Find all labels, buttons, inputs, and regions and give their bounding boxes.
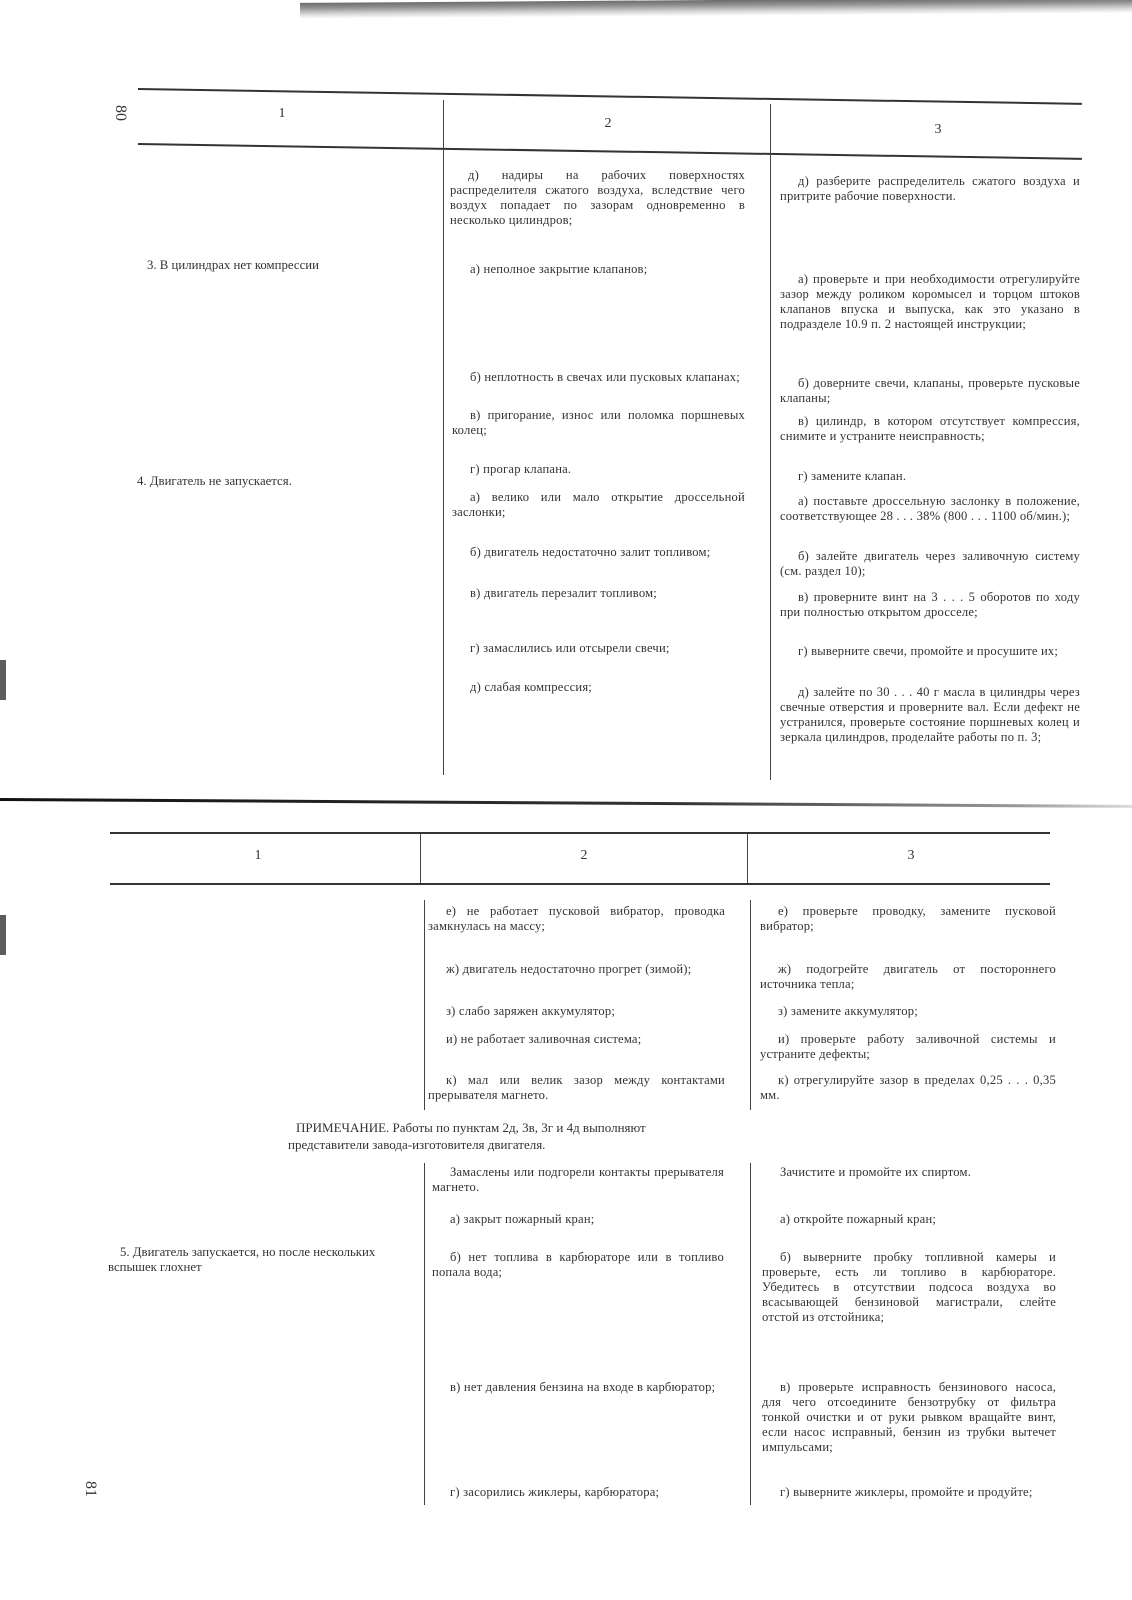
remedy-5b: б) выверните пробку топливной камеры и проверьте, есть ли топливо в карбюраторе. Убедитесь в отсутствии подсоса воздуха во всасывающей бензиновой магистрали, слейте отстой из отстойника; [762, 1250, 1056, 1324]
remedy-3a: а) проверьте и при необходимости отрегулируйте зазор между роликом коромысел и торцом штоков клапанов впуска и выпуска, как это указано в подразделе 10.9 п. 2 настоящей инструкции; [780, 272, 1080, 331]
table-top-rule [110, 832, 1050, 834]
cause-2d: д) надиры на рабочих поверхностях распределителя сжатого воздуха, вследствие чего воздух попадает по зазорам одновременно в несколько цилиндров; [450, 168, 745, 227]
remedy-2d: д) разберите распределитель сжатого воздуха и притрите рабочие поверхности. [780, 174, 1080, 203]
fault-3: 3. В цилиндрах нет компрессии [147, 258, 319, 272]
column-divider [443, 100, 444, 775]
cause-3g: г) прогар клапана. [470, 462, 572, 476]
remedy-3g: г) замените клапан. [798, 469, 907, 483]
cause-4z: з) слабо заряжен аккумулятор; [446, 1004, 616, 1018]
cause-3v: в) пригорание, износ или поломка поршневых колец; [452, 408, 745, 437]
table-top-rule [138, 88, 1082, 104]
scan-edge-artifact [300, 0, 1132, 19]
cause-4zh: ж) двигатель недостаточно прогрет (зимой); [446, 962, 692, 976]
column-divider [750, 1163, 751, 1505]
scan-edge-artifact [0, 915, 6, 955]
page-number-bottom: 81 [82, 1481, 99, 1497]
remedy-4i: и) проверьте работу заливочной системы и устраните дефекты; [760, 1032, 1056, 1061]
remedy-4b: б) залейте двигатель через заливочную систему (см. раздел 10); [780, 549, 1080, 578]
cause-4i: и) не работает заливочная система; [446, 1032, 642, 1046]
cause-5g: г) засорились жиклеры, карбюратора; [450, 1485, 660, 1499]
column-header-2: 2 [604, 116, 612, 131]
column-divider [747, 833, 748, 883]
cause-5a: а) закрыт пожарный кран; [450, 1212, 595, 1226]
note-line-1: ПРИМЕЧАНИЕ. Работы по пунктам 2д, 3в, 3г и 4д выполняют [296, 1120, 646, 1135]
scan-edge-artifact [0, 660, 6, 700]
page-number-top: 80 [112, 105, 129, 121]
cause-contacts: Замаслены или подгорели контакты прерывателя магнето. [432, 1165, 724, 1194]
column-header-1: 1 [278, 106, 286, 121]
column-divider [750, 900, 751, 1110]
remedy-5a: а) откройте пожарный кран; [780, 1212, 937, 1226]
remedy-4a: а) поставьте дроссельную заслонку в положение, соответствующее 28 . . . 38% (800 . . . 1100 об/мин.); [780, 494, 1080, 523]
column-divider [424, 900, 425, 1110]
column-divider [424, 1163, 425, 1505]
fault-5: 5. Двигатель запускается, но после нескольких вспышек глохнет [108, 1245, 376, 1274]
remedy-3v: в) цилиндр, в котором отсутствует компрессия, снимите и устраните неисправность; [780, 414, 1080, 443]
remedy-4d: д) залейте по 30 . . . 40 г масла в цилиндры через свечные отверстия и проверните вал. Если дефект не устранился, проверьте состояние поршневых колец и зеркала цилиндров, проделайте работы по п. 3; [780, 685, 1080, 744]
column-header-2: 2 [580, 848, 588, 863]
remedy-5v: в) проверьте исправность бензинового насоса, для чего отсоедините бензотрубку от фильтра тонкой очистки и от руки рывком вращайте винт, если насос исправный, бензин из трубки вытечет импульсами; [762, 1380, 1056, 1454]
cause-5v: в) нет давления бензина на входе в карбюратор; [450, 1380, 716, 1394]
note-line-2: представители завода-изготовителя двигателя. [288, 1137, 546, 1152]
page-divider [0, 798, 1132, 808]
column-header-1: 1 [254, 848, 262, 863]
remedy-4z: з) замените аккумулятор; [778, 1004, 918, 1018]
table-header-rule [138, 143, 1082, 159]
cause-4a: а) велико или мало открытие дроссельной заслонки; [452, 490, 745, 519]
cause-4k: к) мал или велик зазор между контактами прерывателя магнето. [428, 1073, 725, 1102]
cause-4d: д) слабая компрессия; [470, 680, 593, 694]
column-header-3: 3 [934, 122, 942, 137]
remedy-4g: г) выверните свечи, промойте и просушите их; [798, 644, 1059, 658]
fault-4: 4. Двигатель не запускается. [137, 474, 292, 488]
cause-3a: а) неполное закрытие клапанов; [470, 262, 648, 276]
cause-5b: б) нет топлива в карбюраторе или в топливо попала вода; [432, 1250, 724, 1279]
remedy-4v: в) проверните винт на 3 . . . 5 оборотов по ходу при полностью открытом дросселе; [780, 590, 1080, 619]
cause-4g: г) замаслились или отсырели свечи; [470, 641, 670, 655]
column-header-3: 3 [907, 848, 915, 863]
remedy-4zh: ж) подогрейте двигатель от постороннего источника тепла; [760, 962, 1056, 991]
remedy-4e: е) проверьте проводку, замените пусковой вибратор; [760, 904, 1056, 933]
column-divider [770, 104, 771, 780]
remedy-3b: б) доверните свечи, клапаны, проверьте пусковые клапаны; [780, 376, 1080, 405]
table-header-rule [110, 883, 1050, 885]
column-divider [420, 833, 421, 883]
remedy-contacts: Зачистите и промойте их спиртом. [780, 1165, 972, 1179]
remedy-4k: к) отрегулируйте зазор в пределах 0,25 . . . 0,35 мм. [760, 1073, 1056, 1102]
cause-4e: е) не работает пусковой вибратор, проводка замкнулась на массу; [428, 904, 725, 933]
remedy-5g: г) выверните жиклеры, промойте и продуйте; [780, 1485, 1033, 1499]
cause-4v: в) двигатель перезалит топливом; [470, 586, 657, 600]
cause-4b: б) двигатель недостаточно залит топливом; [470, 545, 711, 559]
cause-3b: б) неплотность в свечах или пусковых клапанах; [470, 370, 740, 384]
